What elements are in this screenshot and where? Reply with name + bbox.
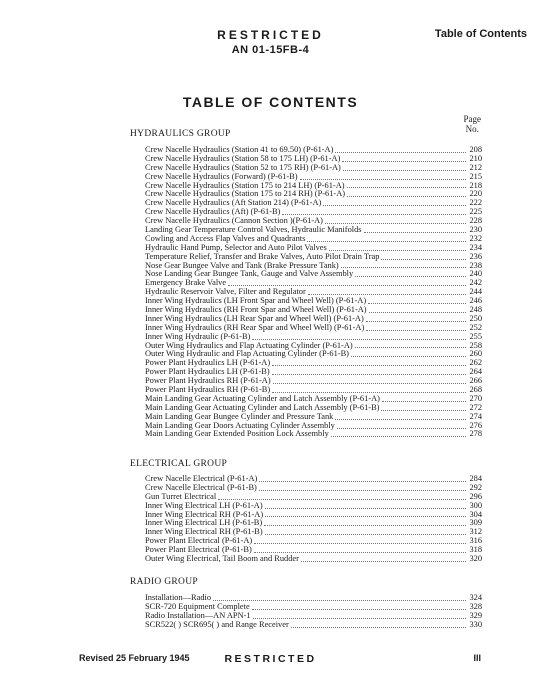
toc-entry-label: Hydraulic Hand Pump, Selector and Auto Pilot Valves [145,242,327,252]
toc-entry-page: 292 [469,482,482,492]
dot-leader [282,213,466,215]
toc-entry-page: 329 [469,610,482,620]
toc-entry-page: 255 [469,331,482,341]
toc-entry-label: Power Plant Hydraulics RH (P-61-A) [145,376,271,386]
toc-entry-label: Crew Nacelle Hydraulics (Cannon Section )(P-61-A) [145,216,323,226]
toc-entry-page: 274 [469,411,482,421]
toc-entry-label: Emergency Brake Valve [145,278,227,288]
toc-entry-label: Radio Installation—AN APN-1 [145,610,251,620]
toc-entry-page: 238 [469,260,482,270]
toc-entry-page: 242 [469,278,482,288]
toc-entry-label: Gun Turret Electrical [145,491,217,501]
dot-leader [369,311,466,313]
toc-entry-label: Crew Nacelle Hydraulics (Station 52 to 175 RH) (P-61-A) [145,162,341,172]
toc-entry-label: Inner Wing Electrical LH (P-61-B) [145,518,263,528]
dot-leader [347,195,466,197]
toc-entry-page: 330 [469,619,482,629]
dot-leader [265,533,466,535]
dot-leader [368,302,466,304]
toc-entry-label: Inner Wing Electrical LH (P-61-A) [145,500,263,510]
toc-entry-page: 236 [469,251,482,261]
toc-entry-label: Crew Nacelle Hydraulics (Forward) (P-61-B) [145,171,298,181]
toc-entry-label: Temperature Relief, Transfer and Brake Valves, Auto Pilot Drain Trap [145,251,380,261]
toc-entry-label: Hydraulic Reservoir Valve, Filter and Regulator [145,287,306,297]
dot-leader [253,617,466,619]
dot-leader [366,329,466,331]
dot-leader [335,151,466,153]
toc-entry-page: 324 [469,592,482,602]
dot-leader [342,160,466,162]
dot-leader [213,599,466,601]
toc-entry-page: 278 [469,429,482,439]
toc-entry-label: Cowling and Access Flap Valves and Quadrants [145,233,306,243]
toc-entry-label: Outer Wing Hydraulic and Flap Actuating Cylinder (P-61-B) [145,349,349,359]
radio-entries [145,594,482,630]
toc-entry-label: Inner Wing Hydraulics (RH Rear Spar and Wheel Well) (P-61-A) [145,322,365,332]
dot-leader [325,222,466,224]
dot-leader [341,266,466,268]
dot-leader [331,435,466,437]
electrical-heading: ELECTRICAL GROUP [130,459,228,469]
dot-leader [273,382,466,384]
dot-leader [259,480,466,482]
toc-entry-page: 212 [469,162,482,172]
toc-entry-label: Main Landing Gear Doors Actuating Cylinder Assembly [145,420,335,430]
toc-entry-label: Inner Wing Hydraulics (LH Front Spar and Wheel Well) (P-61-A) [145,296,367,306]
toc-entry-page: 328 [469,601,482,611]
dot-leader [323,204,466,206]
toc-entry-label: Crew Nacelle Hydraulics (Aft Station 214) (P-61-A) [145,198,322,208]
toc-entry-page: 296 [469,491,482,501]
page-column-header [464,114,482,134]
toc-entry-page: 208 [469,144,482,154]
revision-date: Revised 25 February 1945 [79,653,190,663]
toc-entry-page: 234 [469,242,482,252]
page-title: TABLE OF CONTENTS [182,94,359,110]
toc-entry-page: 218 [469,180,482,190]
toc-entry-page: 284 [469,473,482,483]
dot-leader [351,355,466,357]
page-column-line1: Page [463,114,481,124]
radio-heading: RADIO GROUP [130,577,198,587]
dot-leader [364,231,466,233]
toc-entry-label: Landing Gear Temperature Control Valves, Hydraulic Manifolds [145,225,362,234]
toc-entry-page: 270 [469,393,482,403]
toc-entry [145,555,482,564]
toc-entry-label: Outer Wing Hydraulics and Flap Actuating Cylinder (P-61-A) [145,340,353,350]
toc-entry-label: Inner Wing Hydraulics (RH Front Spar and Wheel Well) (P-61-A) [145,305,367,315]
toc-entry-page: 266 [469,376,482,386]
toc-entry-label: Inner Wing Hydraulic (P-61-B) [145,331,251,341]
toc-entry-page: 228 [469,216,482,226]
dot-leader [254,542,466,544]
toc-entry-page: 309 [469,518,482,528]
dot-leader [355,275,466,277]
electrical-entries [145,475,482,564]
toc-entry-label: Inner Wing Electrical RH (P-61-A) [145,509,264,519]
hydraulics-heading: HYDRAULICS GROUP [130,129,231,139]
toc-entry-page: 244 [469,287,482,297]
dot-leader [228,284,466,286]
toc-entry-page: 316 [469,536,482,546]
footer-classification: RESTRICTED [224,653,317,665]
toc-entry-page: 250 [469,313,482,323]
dot-leader [329,249,466,251]
toc-entry [145,431,482,440]
dot-leader [366,320,466,322]
dot-leader [218,498,466,500]
toc-entry [145,621,482,630]
toc-entry-page: 276 [469,420,482,430]
toc-entry-page: 258 [469,340,482,350]
toc-entry-page: 246 [469,296,482,306]
dot-leader [265,507,466,509]
dot-leader [259,489,466,491]
dot-leader [272,391,466,393]
toc-entry-label: Main Landing Gear Actuating Cylinder and Latch Assembly (P-61-B) [145,402,380,412]
dot-leader [272,364,466,366]
dot-leader [254,551,466,553]
toc-entry-label: Inner Wing Hydraulics (LH Rear Spar and Wheel Well) (P-61-A) [145,313,364,323]
dot-leader [265,515,466,517]
dot-leader [337,427,466,429]
toc-entry-label: Inner Wing Electrical RH (P-61-B) [145,527,263,537]
dot-leader [252,338,466,340]
toc-entry-page: 210 [469,153,482,163]
dot-leader [381,409,466,411]
toc-entry-page: 312 [469,527,482,537]
hydraulics-entries [145,146,482,439]
toc-entry-page: 220 [469,189,482,199]
toc-entry-page: 260 [469,349,482,359]
toc-entry-page: 240 [469,269,482,279]
header-classification: RESTRICTED [217,28,324,42]
toc-entry-label: Power Plant Hydraulics LH (P-61-B) [145,367,270,377]
toc-entry-page: 215 [469,171,482,181]
toc-entry-page: 304 [469,509,482,519]
toc-entry-page: 320 [469,554,482,563]
toc-entry-label: Power Plant Hydraulics LH (P-61-A) [145,358,271,368]
dot-leader [381,258,466,260]
dot-leader [382,400,466,402]
dot-leader [355,346,466,348]
toc-entry-label: Main Landing Gear Actuating Cylinder and Latch Assembly (P-61-A) [145,393,380,403]
toc-entry-page: 318 [469,545,482,555]
toc-entry-label: Crew Nacelle Electrical (P-61-A) [145,473,258,483]
toc-entry-label: Outer Wing Electrical, Tail Boom and Rudder [145,554,299,563]
toc-entry-label: SCR-720 Equipment Complete [145,601,250,611]
page-column-line2: No. [465,124,479,134]
toc-entry-label: Crew Nacelle Hydraulics (Station 175 to 214 LH) (P-61-A) [145,180,345,190]
toc-entry-label: Crew Nacelle Hydraulics (Station 175 to 214 RH) (P-61-A) [145,189,346,199]
dot-leader [252,608,466,610]
toc-entry-page: 300 [469,500,482,510]
toc-entry-label: Crew Nacelle Hydraulics (Station 41 to 69.50) (P-61-A) [145,144,334,154]
section-label: Table of Contents [434,28,527,40]
toc-entry-label: Power Plant Electrical (P-61-A) [145,536,253,546]
toc-entry-label: Power Plant Electrical (P-61-B) [145,545,252,555]
dot-leader [264,524,466,526]
dot-leader [301,560,466,562]
toc-entry-page: 272 [469,402,482,412]
page-numeral: III [473,653,481,663]
toc-entry-label: Crew Nacelle Electrical (P-61-B) [145,482,257,492]
toc-entry-page: 230 [469,225,482,234]
toc-entry-page: 264 [469,367,482,377]
toc-entry-label: Crew Nacelle Hydraulics (Station 58 to 175 LH) (P-61-A) [145,153,341,163]
toc-entry-label: Main Landing Gear Extended Position Lock Assembly [145,429,329,439]
toc-entry-label: Installation—Radio [145,592,212,602]
toc-entry-page: 248 [469,305,482,315]
toc-entry-page: 232 [469,233,482,243]
toc-entry-label: SCR522( ) SCR695( ) and Range Receiver [145,619,289,629]
toc-entry-label: Main Landing Gear Bungee Cylinder and Pressure Tank [145,411,334,421]
dot-leader [300,178,466,180]
dot-leader [308,293,466,295]
toc-entry-page: 222 [469,198,482,208]
toc-entry-page: 268 [469,385,482,395]
dot-leader [335,418,466,420]
dot-leader [347,186,466,188]
toc-entry-page: 252 [469,322,482,332]
toc-entry-label: Crew Nacelle Hydraulics (Aft) (P-61-B) [145,207,281,217]
dot-leader [291,626,466,628]
toc-entry-label: Nose Landing Gear Bungee Tank, Gauge and Valve Assembly [145,269,354,279]
document-number: AN 01-15FB-4 [231,44,310,56]
toc-entry-label: Nose Gear Bungee Valve and Tank (Brake Pressure Tank) [145,260,339,270]
dot-leader [272,373,466,375]
dot-leader [307,240,466,242]
toc-entry-page: 262 [469,358,482,368]
dot-leader [343,169,466,171]
toc-entry-page: 225 [469,207,482,217]
toc-entry-label: Power Plant Hydraulics RH (P-61-B) [145,385,271,395]
